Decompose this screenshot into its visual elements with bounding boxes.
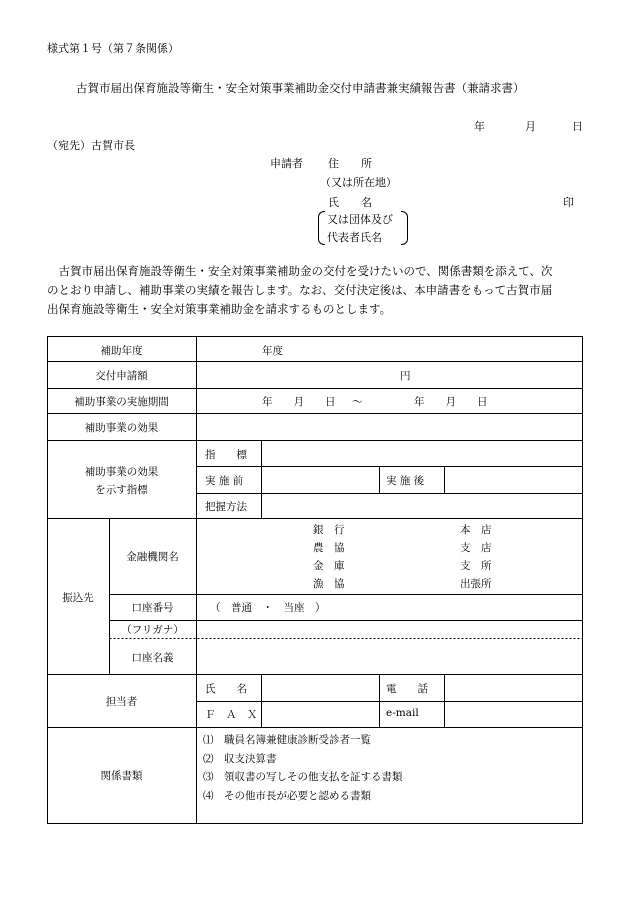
form-number: 様式第１号（第７条関係）: [47, 42, 179, 55]
date-day: 日: [572, 120, 583, 133]
applicant-address-note: （又は所在地）: [320, 176, 397, 189]
bank-type-kinko: 金 庫: [313, 560, 345, 572]
amount-label: 交付申請額: [95, 370, 148, 382]
after-label: 実 施 後: [386, 475, 425, 487]
doc-item-3: ⑶ 領収書の写しその他支払を証する書類: [203, 771, 403, 783]
account-number-label: 口座番号: [131, 602, 174, 614]
date-year: 年: [474, 120, 485, 133]
contact-fax-label: Ｆ Ａ Ｘ: [205, 709, 258, 721]
body-line-2: のとおり申請し、補助事業の実績を報告します。なお、交付決定後は、本申請書をもって古賀市届: [47, 283, 553, 297]
contact-name-label: 氏 名: [205, 683, 247, 695]
period-tilde: ～: [352, 396, 363, 408]
seal-mark: 印: [563, 196, 574, 209]
page-title: 古賀市届出保育施設等衛生・安全対策事業補助金交付申請書兼実績報告書（兼請求書）: [76, 81, 525, 95]
contact-email-label: e-mail: [386, 707, 419, 719]
addressee: （宛先）古賀市長: [47, 139, 135, 152]
period-end: 年 月 日: [414, 396, 488, 408]
furigana-label: （フリガナ）: [121, 624, 184, 636]
account-type: （ 普通 ・ 当座 ）: [210, 602, 326, 614]
branch-type-branch: 支 店: [460, 542, 492, 554]
contact-label: 担当者: [105, 696, 138, 708]
date-month: 月: [525, 120, 536, 133]
method-label: 把握方法: [205, 501, 247, 513]
branch-type-main: 本 店: [460, 524, 492, 536]
holder-label: 口座名義: [131, 652, 174, 664]
org-note-bracket-left: [318, 211, 325, 245]
applicant-label: 申請者: [270, 157, 303, 170]
indicator-label-1: 補助事業の効果: [84, 466, 159, 478]
contact-phone-label: 電 話: [386, 683, 428, 695]
effect-label: 補助事業の効果: [84, 422, 159, 434]
period-label: 補助事業の実施期間: [74, 396, 169, 408]
branch-type-office: 支 所: [460, 560, 492, 572]
indicator-label-2: を示す指標: [95, 484, 148, 496]
doc-item-4: ⑷ その他市長が必要と認める書類: [203, 790, 371, 802]
period-start: 年 月 日: [262, 396, 336, 408]
doc-item-2: ⑵ 収支決算書: [203, 753, 277, 765]
applicant-name-label: 氏 名: [328, 196, 372, 209]
indicator-label: 指 標: [205, 449, 247, 461]
bank-label: 金融機関名: [126, 551, 179, 563]
before-label: 実 施 前: [205, 475, 244, 487]
applicant-address-label: 住 所: [328, 157, 372, 170]
body-line-3: 出保育施設等衛生・安全対策事業補助金を請求するものとします。: [47, 302, 392, 316]
org-note-line-1: 又は団体及び: [327, 213, 393, 226]
docs-label: 関係書類: [100, 770, 143, 782]
body-line-1: 古賀市届出保育施設等衛生・安全対策事業補助金の交付を受けたいので、関係書類を添えて、次: [47, 264, 553, 278]
fiscal-year-label: 補助年度: [100, 345, 143, 357]
transfer-label: 振込先: [62, 592, 94, 604]
org-note-line-2: 代表者氏名: [327, 231, 382, 244]
amount-unit: 円: [400, 370, 411, 382]
bank-type-fishery: 漁 協: [313, 578, 345, 590]
branch-type-sub: 出張所: [460, 578, 492, 590]
bank-type-bank: 銀 行: [313, 524, 345, 536]
fiscal-year-unit: 年度: [262, 345, 283, 357]
doc-item-1: ⑴ 職員名簿兼健康診断受診者一覧: [203, 734, 371, 746]
bank-type-agri: 農 協: [313, 542, 345, 554]
org-note-bracket-right: [401, 211, 408, 245]
